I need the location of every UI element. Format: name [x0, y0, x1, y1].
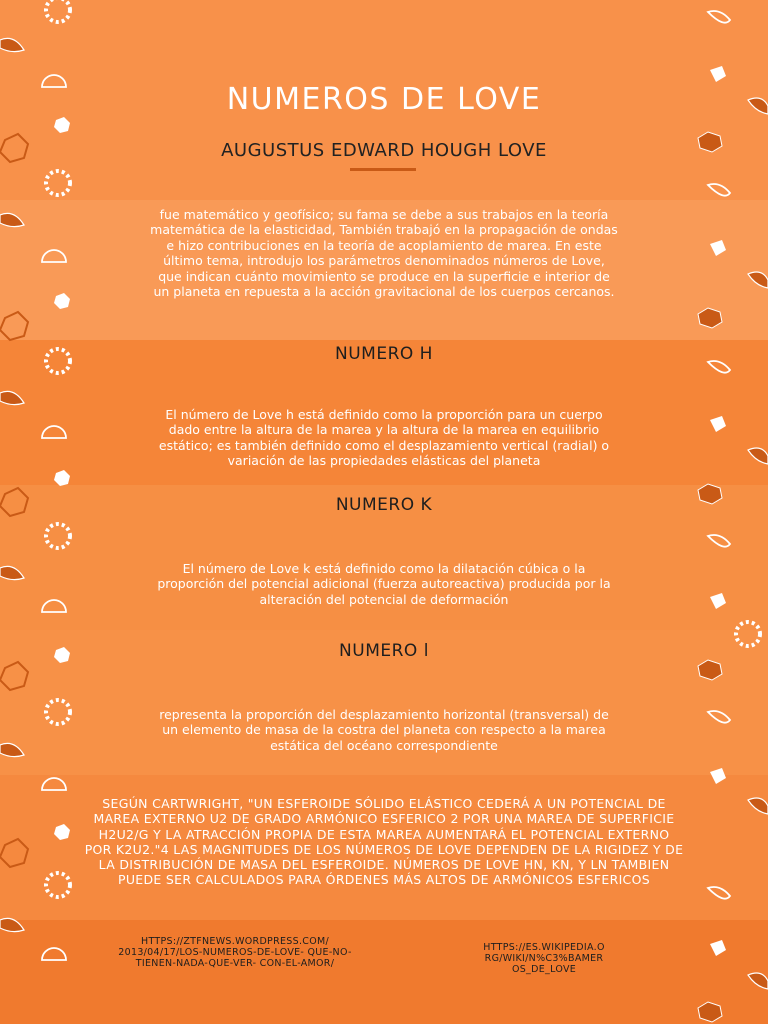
section-text-h: El número de Love h está definido como la proporción para un cuerpo dado entre la altura de la marea y la altura de la marea en equilibrio estático; es también definido como el desplazamiento vertical (radial) o variación de las propiedades elásticas del planeta — [158, 407, 610, 469]
page-title: NUMEROS DE LOVE — [226, 82, 542, 117]
white-hexagon-icon — [54, 117, 70, 840]
source-link-wikipedia[interactable]: HTTPS://ES.WIKIPEDIA.O RG/WIKI/N%C3%BAMER OS_DE_LOVE — [483, 942, 605, 975]
section-text-k: El número de Love k está definido como la dilatación cúbica o la proporción del potencial adicional (fuerza autoreactiva) producida por la alteración del potencial de deformación — [157, 561, 611, 607]
title-divider — [350, 168, 416, 171]
section-text-l: representa la proporción del desplazamiento horizontal (transversal) de un elemento de masa de la costra del planeta con respecto a la marea estática del océano correspondiente — [159, 707, 609, 753]
section-heading-h: NUMERO H — [335, 344, 433, 364]
leaf-icon — [0, 38, 24, 931]
section-heading-k: NUMERO K — [335, 495, 433, 515]
section-heading-l: NUMERO l — [339, 641, 429, 661]
leaf-icon — [748, 98, 768, 989]
page-subtitle: AUGUSTUS EDWARD HOUGH LOVE — [221, 140, 547, 161]
intro-paragraph: fue matemático y geofísico; su fama se debe a sus trabajos en la teoría matemática de la elasticidad, También trabajó en la propagación de ondas e hizo contribuciones en la teoría de acoplamiento de marea. En este último tema, introdujo los parámetros denominados números de Love, que indican cuánto movimiento se produce en la superficie e interior de un planeta en repuesta a la acción gravitacional de los cuerpos cercanos. — [150, 207, 618, 300]
cartwright-quote: SEGÚN CARTWRIGHT, "UN ESFEROIDE SÓLIDO ELÁSTICO CEDERÁ A UN POTENCIAL DE MAREA EXTERNO U2 DE GRADO ARMÓNICO ESFERICO 2 POR UNA MAREA DE SUPERFICIE H2U2/G Y LA ATRACCIÓN PROPIA DE ESTA MAREA AUMENTARÁ EL POTENCIAL EXTERNO POR K2U2."4 LAS MAGNITUDES DE LOS NÚMEROS DE LOVE DEPENDEN DE LA RIGIDEZ Y DE LA DISTRIBUCIÓN DE MASA DEL ESFEROIDE. NÚMEROS DE LOVE HN, KN, Y LN TAMBIEN PUEDE SER CALCULADOS PARA ÓRDENES MÁS ALTOS DE ARMÓNICOS ESFERICOS — [84, 796, 684, 888]
source-link-ztfnews[interactable]: HTTPS://ZTFNEWS.WORDPRESS.COM/ 2013/04/17/LOS-NUMEROS-DE-LOVE- QUE-NO-TIENEN-NADA-QUE-VER- CON-EL-AMOR/ — [118, 936, 352, 969]
